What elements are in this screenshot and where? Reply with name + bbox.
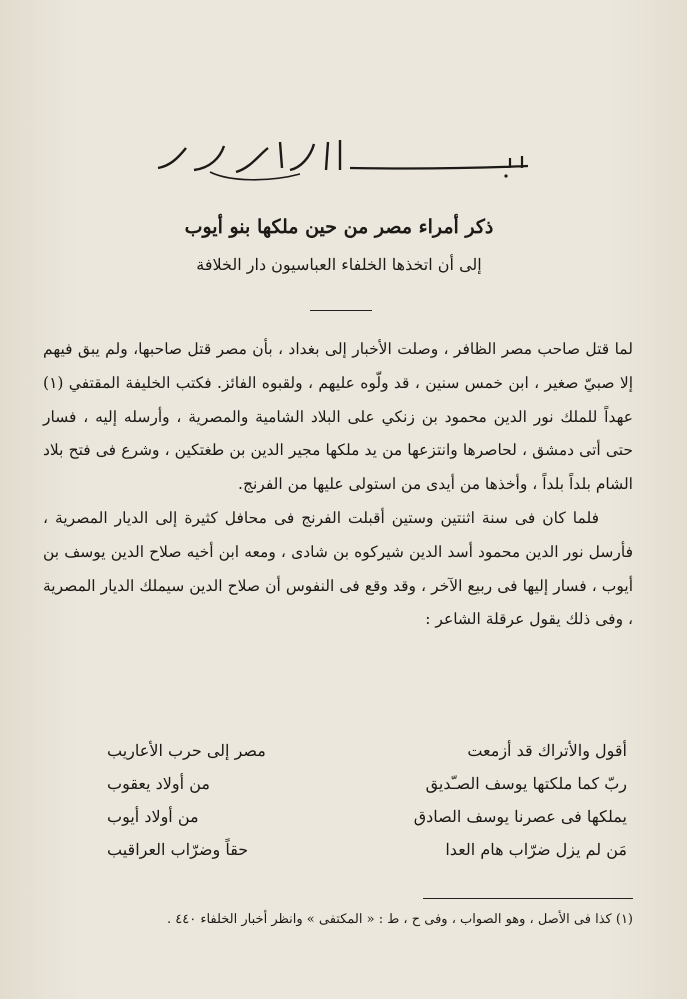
poem-verse	[107, 833, 627, 866]
footnote: (١) كذا فى الأصل ، وهو الصواب ، وفى ح ، ط : « المكتفى » وانظر أخبار الخلفاء ٤٤٠ .	[166, 912, 633, 927]
verse-second-hemistich: من أولاد أيوب	[107, 807, 199, 826]
body-text	[43, 333, 633, 637]
verse-first-hemistich: أقول والأتراك قد أزمعت	[467, 741, 627, 760]
footnote-divider	[423, 898, 633, 899]
verse-second-hemistich: حقاً وضرّاب العراقيب	[107, 840, 249, 859]
verse-second-hemistich: من أولاد يعقوب	[107, 774, 210, 793]
chapter-title: ذكر أمراء مصر من حين ملكها بنو أيوب	[184, 216, 494, 238]
verse-first-hemistich: يملكها فى عصرنا يوسف الصادق	[413, 807, 627, 826]
chapter-subtitle: إلى أن اتخذها الخلفاء العباسيون دار الخلافة	[196, 255, 482, 274]
title-divider	[310, 310, 372, 311]
poem-verse	[107, 800, 627, 833]
verse-first-hemistich: مَن لم يزل ضرّاب هام العدا	[445, 840, 627, 859]
paragraph: فلما كان فى سنة اثنتين وستين أقبلت الفرنج فى محافل كثيرة إلى الديار المصرية ، فأرسل نور الدين محمود أسد الدين شيركوه بن شادى ، ومعه ابن أخيه صلاح الدين يوسف بن أيوب ، فسار إليها فى ربيع الآخر ، وقد وقع فى النفوس أن صلاح الدين سيملك الديار المصرية ، وفى ذلك يقول عرقلة الشاعر :	[43, 508, 633, 629]
verse-second-hemistich: مصر إلى حرب الأعاريب	[107, 741, 266, 760]
poem	[107, 734, 627, 866]
basmala-calligraphy	[150, 128, 540, 188]
verse-first-hemistich: ربّ كما ملكتها يوسف الصـّديق	[425, 774, 627, 793]
paragraph: لما قتل صاحب مصر الظافر ، وصلت الأخبار إلى بغداد ، بأن مصر قتل صاحبها، ولم يبق فيهم إلا صبيّ صغير ، ابن خمس سنين ، قد ولّوه عليهم ، ولقبوه الفائز. فكتب الخليفة المقتفي (١) عهداً للملك نور الدين محمود بن زنكي على البلاد الشامية والمصرية ، وأرسله إليه ، فسار حتى أتى دمشق ، لحاصرها وانتزعها من يد ملكها مجير الدين بن طغتكين ، وشرع فى فتح بلاد الشام بلداً بلداً ، وأخذها من أيدى من استولى عليها من الفرنج.	[43, 340, 633, 494]
poem-verse	[107, 767, 627, 800]
poem-verse	[107, 734, 627, 767]
